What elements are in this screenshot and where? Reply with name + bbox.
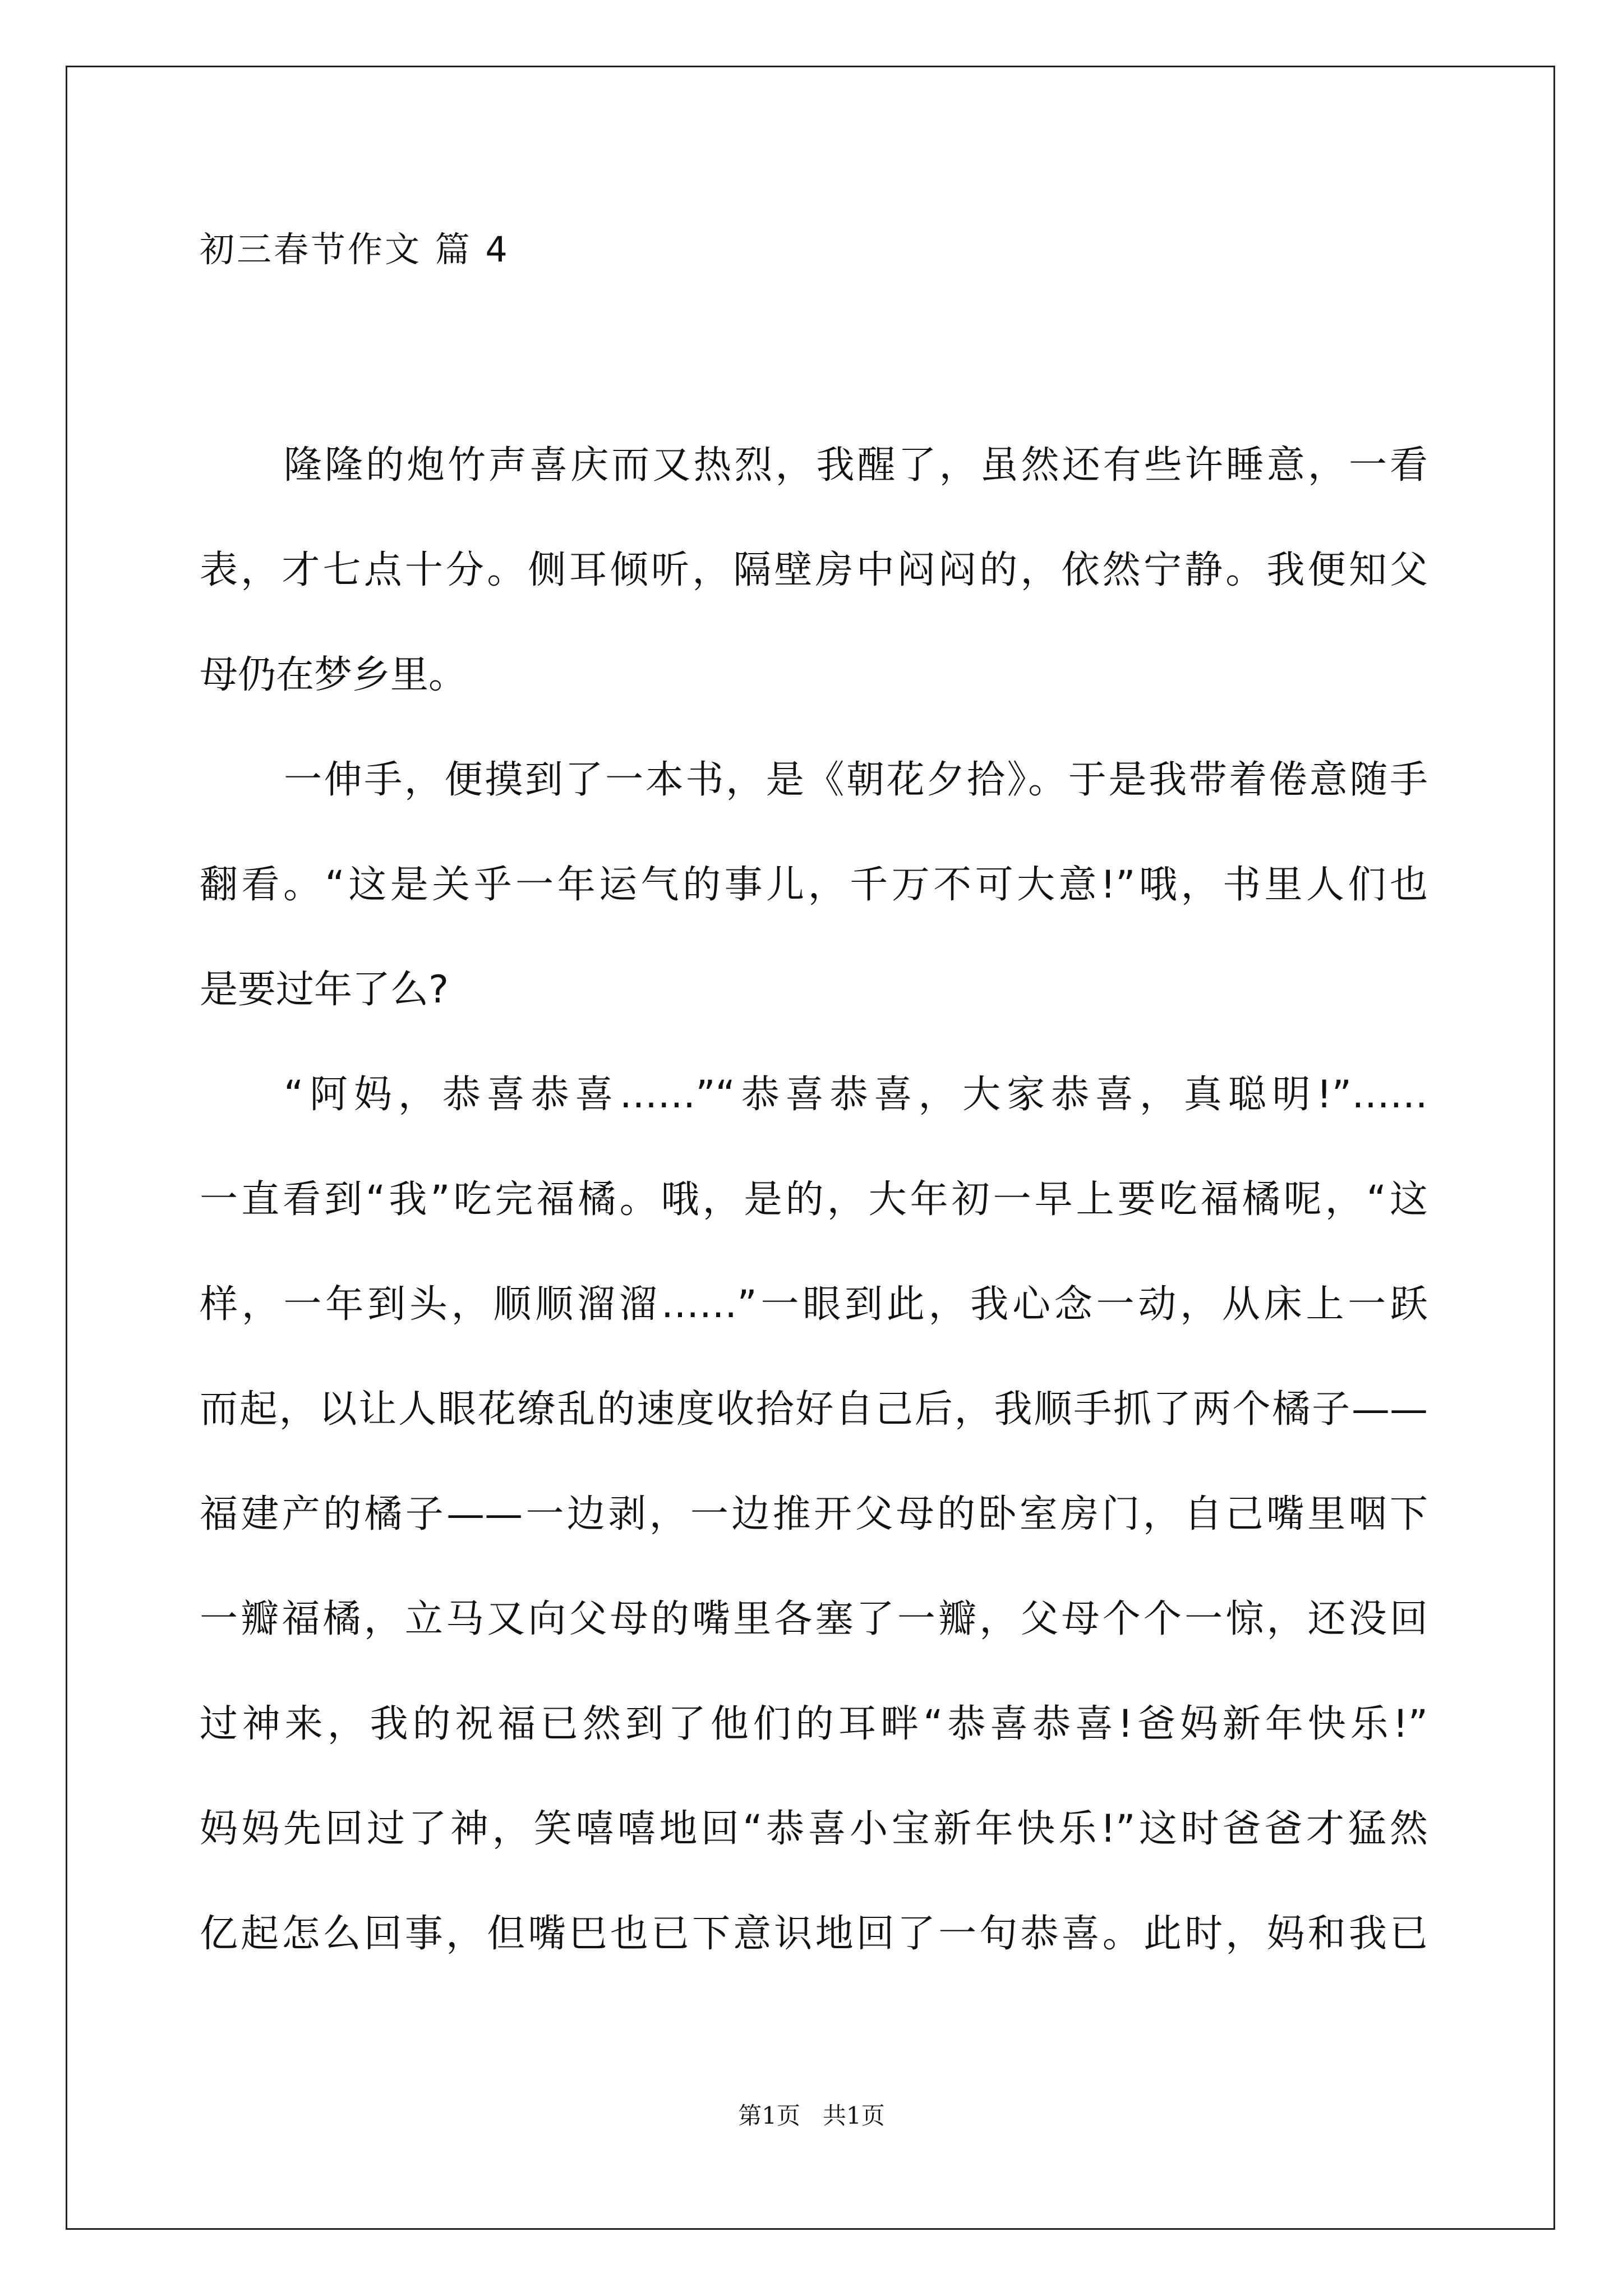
paragraph-line: 隆隆的炮竹声喜庆而又热烈，我醒了，虽然还有些许睡意，一看 bbox=[284, 443, 1428, 487]
paragraph-line: 母仍在梦乡里。 bbox=[200, 653, 467, 697]
paragraph-line: 样，一年到头，顺顺溜溜……”一眼到此，我心念一动，从床上一跃 bbox=[200, 1282, 1428, 1327]
paragraph-line: 是要过年了么? bbox=[200, 968, 449, 1012]
paragraph-line: 表，才七点十分。侧耳倾听，隔壁房中闷闷的，依然宁静。我便知父 bbox=[200, 548, 1428, 592]
page-number-footer: 第1页 共1页 bbox=[738, 2102, 885, 2129]
paragraph-line: 福建产的橘子——一边剥，一边推开父母的卧室房门，自己嘴里咽下 bbox=[200, 1492, 1428, 1536]
paragraph-line: “阿妈，恭喜恭喜……”“恭喜恭喜，大家恭喜，真聪明!”…… bbox=[284, 1073, 1428, 1117]
paragraph-line: 翻看。“这是关乎一年运气的事儿，千万不可大意!”哦，书里人们也 bbox=[200, 863, 1428, 907]
paragraph-line: 一伸手，便摸到了一本书，是《朝花夕拾》。于是我带着倦意随手 bbox=[284, 758, 1428, 802]
paragraph-line: 妈妈先回过了神，笑嘻嘻地回“恭喜小宝新年快乐!”这时爸爸才猛然 bbox=[200, 1807, 1428, 1851]
page-border bbox=[66, 66, 1555, 2230]
document-title: 初三春节作文 篇 4 bbox=[200, 229, 510, 270]
paragraph-line: 一直看到“我”吃完福橘。哦，是的，大年初一早上要吃福橘呢，“这 bbox=[200, 1177, 1428, 1222]
paragraph-line: 而起，以让人眼花缭乱的速度收拾好自己后，我顺手抓了两个橘子—— bbox=[200, 1387, 1428, 1432]
paragraph-line: 过神来，我的祝福已然到了他们的耳畔“恭喜恭喜!爸妈新年快乐!” bbox=[200, 1702, 1428, 1746]
paragraph-line: 亿起怎么回事，但嘴巴也已下意识地回了一句恭喜。此时，妈和我已 bbox=[200, 1912, 1428, 1956]
paragraph-line: 一瓣福橘，立马又向父母的嘴里各塞了一瓣，父母个个一惊，还没回 bbox=[200, 1597, 1428, 1641]
